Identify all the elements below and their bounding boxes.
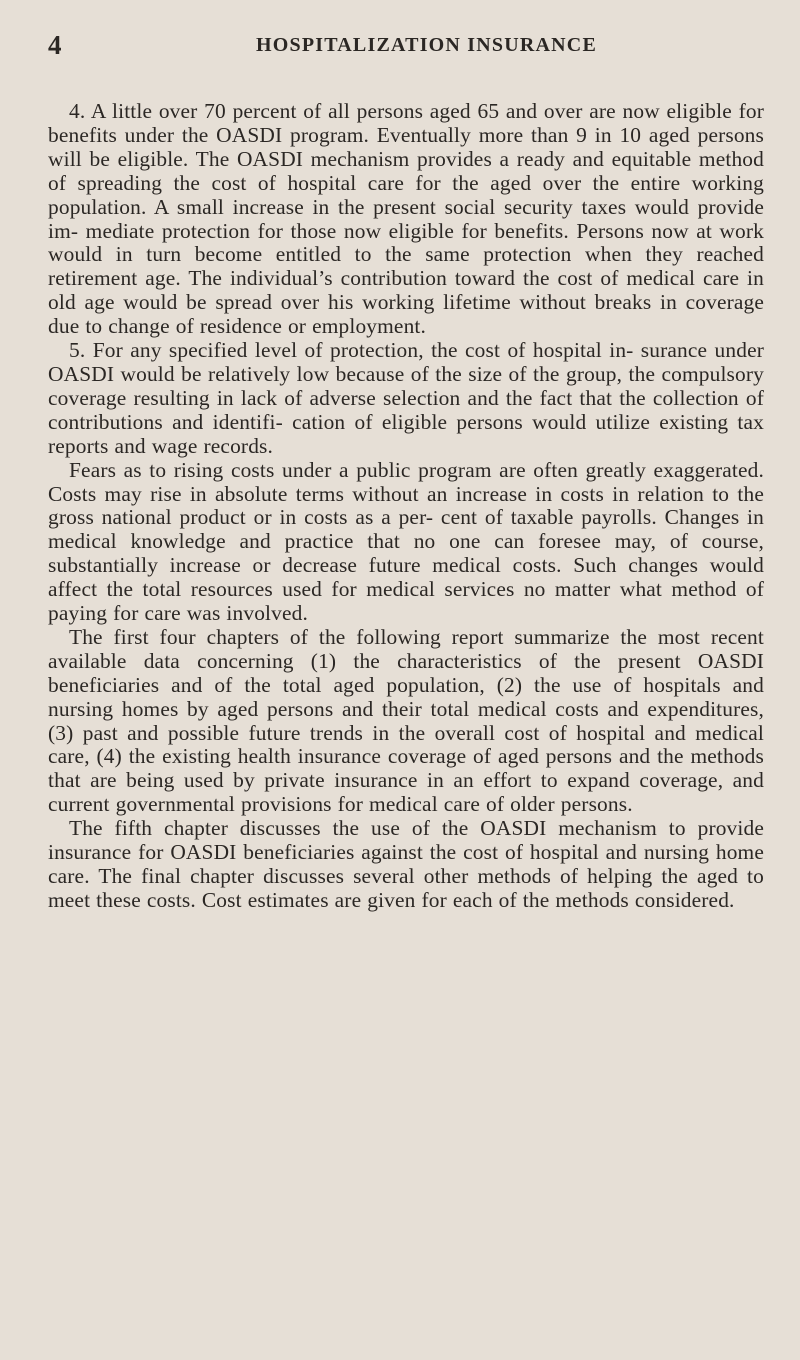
body-text xyxy=(48,100,764,913)
paragraph-fifth-chapter: The fifth chapter discusses the use of the OASDI mechanism to provide insurance for OASDI beneficiaries against the cost of hospital and nursing home care. The final chapter discusses several other methods of helping the aged to meet these costs. Cost estimates are given for each of the methods considered. xyxy=(48,816,764,912)
paragraph-rising-costs: Fears as to rising costs under a public program are often greatly exaggerated. Costs may rise in absolute terms without an increase in costs in relation to the gross national product or in costs as a per- cent of taxable payrolls. Changes in medical knowledge and practice that no one can foresee may, of course, substantially increase or decrease future medical costs. Such changes would affect the total resources used for medical services no matter what method of paying for care was involved. xyxy=(48,457,764,626)
paragraph-point-4: 4. A little over 70 percent of all persons aged 65 and over are now eligible for benefits under the OASDI program. Eventually more than 9 in 10 aged persons will be eligible. The OASDI mechanism provides a ready and equitable method of spreading the cost of hospital care for the aged over the entire working population. A small increase in the present social security taxes would provide im- mediate protection for those now eligible for benefits. Persons now at work would in turn become entitled to the same protection when they reached retirement age. The individual’s contribution toward the cost of medical care in old age would be spread over his working lifetime without breaks in coverage due to change of residence or employment. xyxy=(48,99,764,339)
paragraph-report-chapters: The first four chapters of the following report summarize the most recent available data concerning (1) the characteristics of the present OASDI beneficiaries and of the total aged population, (2) the use of hospitals and nursing homes by aged persons and their total medical costs and expenditures, (3) past and possible future trends in the overall cost of hospital and medical care, (4) the existing health insurance coverage of aged persons and the methods that are being used by private insurance in an effort to expand coverage, and current governmental provisions for medical care of older persons. xyxy=(48,624,764,817)
running-header xyxy=(48,30,764,64)
paragraph-point-5: 5. For any specified level of protection, the cost of hospital in- surance under OASDI would be relatively low because of the size of the group, the compulsory coverage resulting in lack of adverse selection and the fact that the collection of contributions and identifi- cation of eligible persons would utilize existing tax reports and wage records. xyxy=(48,338,764,458)
running-title: HOSPITALIZATION INSURANCE xyxy=(256,34,597,56)
page-number: 4 xyxy=(48,30,62,60)
